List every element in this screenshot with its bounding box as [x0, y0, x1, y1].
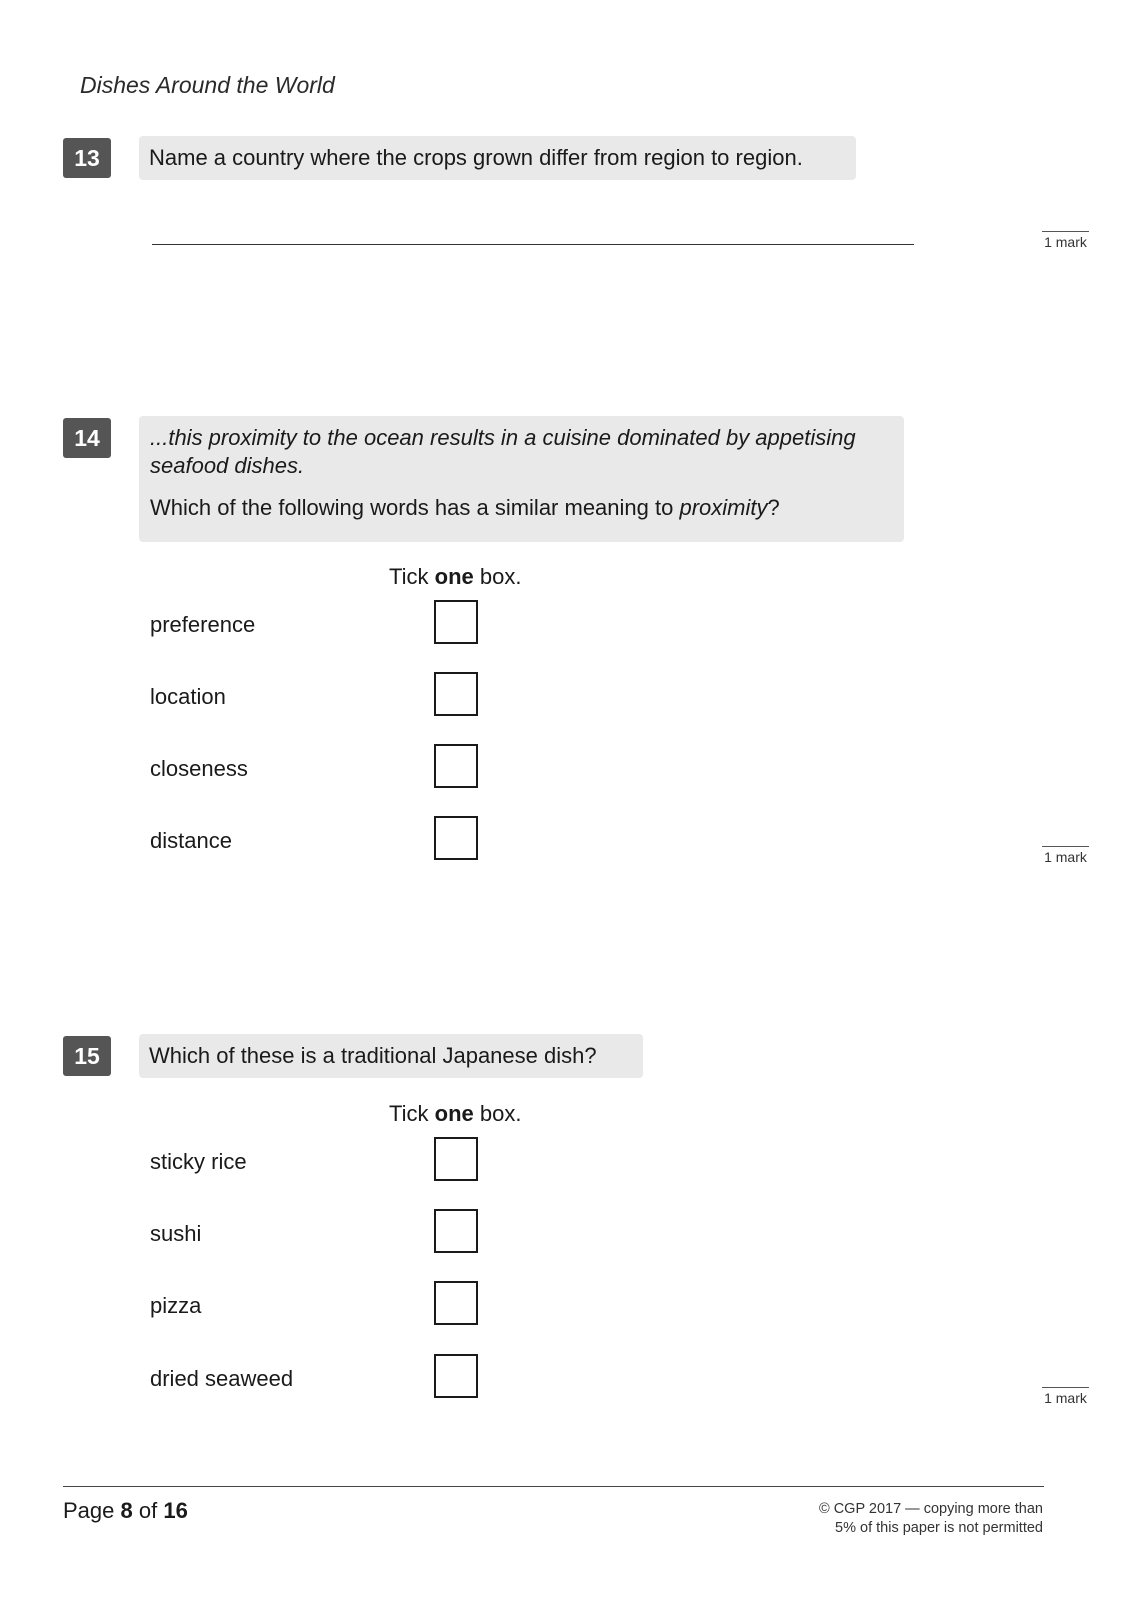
question-14-number: 14	[63, 418, 111, 458]
tick-instruction-bold: one	[434, 564, 474, 589]
question-14-option-label: closeness	[150, 756, 248, 781]
question-15-text: Which of these is a traditional Japanese dish?	[149, 1043, 597, 1068]
copyright-line-1: © CGP 2017 — copying more than	[818, 1501, 1043, 1517]
section-title: Dishes Around the World	[80, 72, 335, 98]
question-15-tickbox-sticky-rice[interactable]	[434, 1137, 478, 1181]
question-14-quote: ...this proximity to the ocean results in a cuisine dominated by appetising seafood dishes.	[150, 425, 856, 478]
question-13-number: 13	[63, 138, 111, 178]
question-14-option-label: distance	[150, 828, 232, 853]
footer-divider	[63, 1486, 1044, 1487]
question-13-text: Name a country where the crops grown differ from region to region.	[149, 145, 803, 170]
question-14-tick-instruction	[389, 564, 521, 590]
question-15-tickbox-dried-seaweed[interactable]	[434, 1354, 478, 1398]
question-14-option-label: preference	[150, 612, 256, 637]
tick-instruction-prefix: Tick	[389, 564, 435, 589]
question-15-tick-instruction	[389, 1101, 521, 1127]
question-14-tickbox-closeness[interactable]	[434, 744, 478, 788]
copyright-line-2: 5% of this paper is not permitted	[835, 1520, 1043, 1536]
tick-instruction-bold: one	[434, 1101, 474, 1126]
page-current: 8	[120, 1498, 133, 1523]
tick-instruction-suffix: box.	[473, 564, 522, 589]
question-13-answer-line[interactable]	[152, 244, 914, 245]
tick-instruction-prefix: Tick	[389, 1101, 435, 1126]
question-13-prompt	[139, 136, 856, 180]
question-14-text-suffix: ?	[767, 495, 780, 520]
question-15-prompt	[139, 1034, 643, 1078]
question-15-number: 15	[63, 1036, 111, 1076]
page-total: 16	[163, 1498, 188, 1523]
question-15-tickbox-pizza[interactable]	[434, 1281, 478, 1325]
question-15-tickbox-sushi[interactable]	[434, 1209, 478, 1253]
question-14-tickbox-distance[interactable]	[434, 816, 478, 860]
copyright-notice	[819, 1500, 1043, 1538]
question-14-text-italic: proximity	[679, 495, 768, 520]
page-number	[63, 1498, 188, 1524]
question-14-question	[150, 494, 894, 522]
question-15-option-label: pizza	[150, 1293, 202, 1318]
question-13-mark: 1 mark	[1042, 231, 1089, 250]
question-14-text-prefix: Which of the following words has a similar meaning to	[150, 495, 680, 520]
page-of: of	[132, 1498, 164, 1523]
tick-instruction-suffix: box.	[473, 1101, 522, 1126]
question-15-mark: 1 mark	[1042, 1387, 1089, 1406]
question-14-option-label: location	[150, 684, 226, 709]
question-15-option-label: sticky rice	[150, 1149, 247, 1174]
question-15-option-label: sushi	[150, 1221, 202, 1246]
question-14-tickbox-preference[interactable]	[434, 600, 478, 644]
question-14-prompt	[139, 416, 904, 542]
question-14-mark: 1 mark	[1042, 846, 1089, 865]
page-prefix: Page	[63, 1498, 121, 1523]
question-15-option-label: dried seaweed	[150, 1366, 294, 1391]
question-14-tickbox-location[interactable]	[434, 672, 478, 716]
